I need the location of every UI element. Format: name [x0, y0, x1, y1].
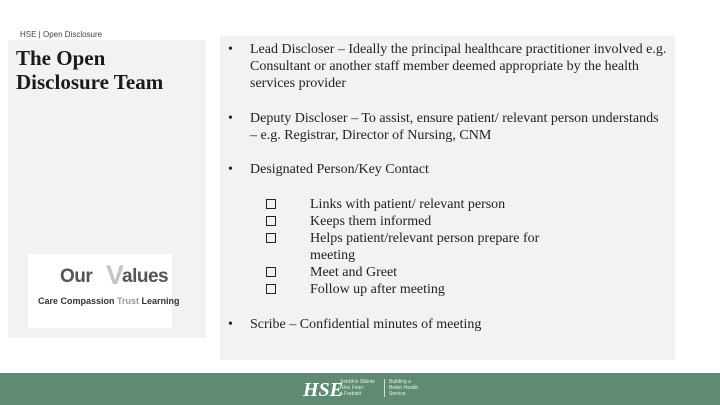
logo-values-text: alues [122, 266, 169, 287]
bullet-text: Lead Discloser – Ideally the principal healthcare practitioner involved e.g. Consultant or another staff member deemed appropriate by the health services provider [250, 42, 667, 91]
checkbox-square-icon [266, 284, 276, 294]
sub-item [266, 230, 566, 264]
logo-our-text: Our [60, 266, 93, 287]
logo-v-checkmark: V [106, 260, 125, 290]
sub-item [266, 213, 666, 230]
bullet-scribe [228, 316, 668, 333]
tagline-learning: Learning [139, 296, 180, 306]
header-label: HSE | Open Disclosure [20, 30, 103, 39]
sub-item-text: Links with patient/ relevant person [310, 197, 506, 212]
bullet-lead-discloser [228, 41, 668, 92]
left-panel [8, 40, 206, 338]
hse-logo-icon [302, 377, 344, 401]
slide-title: The Open Disclosure Team [16, 46, 164, 94]
checkbox-square-icon [266, 216, 276, 226]
bullet-text: Designated Person/Key Contact [250, 162, 429, 177]
checkbox-square-icon [266, 267, 276, 277]
sub-item-text: Keeps them informed [310, 214, 432, 229]
logo-tagline [38, 296, 180, 306]
tagline-care-compassion: Care Compassion [38, 296, 118, 306]
sub-item-text: Meet and Greet [310, 265, 398, 280]
footer-irish-text: Seirbhís Sláinte Níos Fearr á Forbairt [340, 379, 376, 397]
footer-english-text: Building a Better Health Service [384, 379, 418, 397]
bullet-dot: • [228, 317, 233, 332]
sub-item [266, 281, 666, 298]
footer-bar [0, 373, 720, 405]
bullet-text: Deputy Discloser – To assist, ensure patient/ relevant person understands – e.g. Registrar, Director of Nursing, CNM [250, 111, 659, 143]
bullet-text: Scribe – Confidential minutes of meeting [250, 317, 482, 332]
hse-logo-text: HSE [303, 379, 344, 401]
bullet-designated-person [228, 161, 668, 178]
bullet-deputy-discloser [228, 110, 668, 144]
checkbox-square-icon [266, 233, 276, 243]
sub-item [266, 196, 666, 213]
sub-item-text: Helps patient/relevant person prepare for meeting [310, 231, 540, 263]
sub-item-text: Follow up after meeting [310, 282, 445, 297]
our-values-logo [28, 254, 180, 328]
bullet-dot: • [228, 111, 233, 126]
bullet-dot: • [228, 162, 233, 177]
bullet-dot: • [228, 42, 233, 57]
content-panel [220, 36, 675, 360]
sub-item [266, 264, 666, 281]
tagline-trust: Trust [117, 296, 140, 306]
checkbox-square-icon [266, 199, 276, 209]
